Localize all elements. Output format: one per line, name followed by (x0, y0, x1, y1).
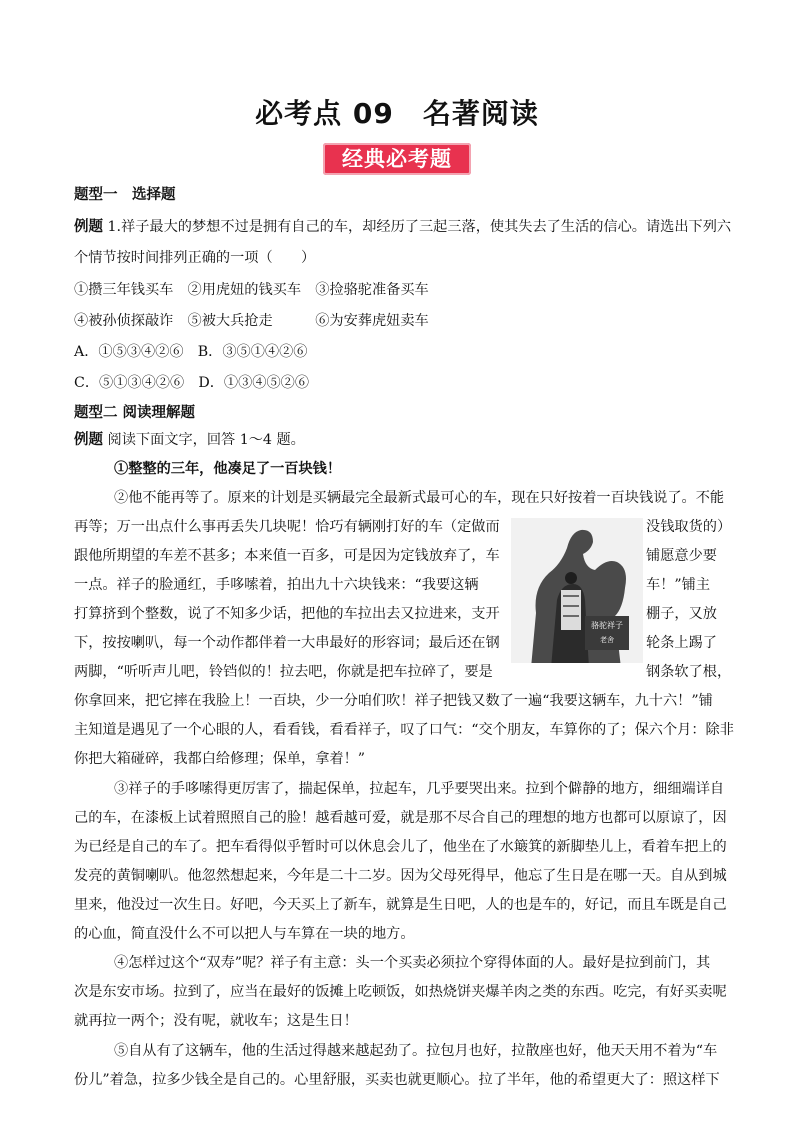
section1-heading: 题型一 选择题 (74, 187, 176, 203)
p4-line: 次是东安市场。拉到了，应当在最好的饭摊上吃顿饭，如热烧饼夹爆羊肉之类的东西。吃完，有好买卖呢 (74, 984, 727, 1000)
section-badge: 经典必考题 (323, 143, 471, 175)
question-line (74, 217, 731, 237)
camel-figure-illustration (511, 518, 643, 663)
p2-line: 再等；万一出点什么事再丢失几块呢！恰巧有辆刚打好的车（定做而 (74, 519, 500, 535)
instruction-text: 阅读下面文字，回答 1～4 题。 (107, 432, 305, 448)
p2-line: 打算挤到个整数，说了不知多少话，把他的车拉出去又拉进来，支开 (74, 606, 500, 622)
p2-right-fragment: 钢条软了根， (646, 664, 732, 680)
p4-line: ④怎样过这个“双寿”呢？祥子有主意：头一个买卖必须拉个穿得体面的人。最好是拉到前门，其 (114, 955, 711, 971)
page-title: 必考点 09 名著阅读 (255, 97, 539, 130)
p2-right-fragment: 车！”铺主 (646, 577, 711, 593)
p2-line: ②他不能再等了。原来的计划是买辆最完全最新式最可心的车，现在只好按着一百块钱说了。不能 (114, 490, 725, 506)
paragraph-1: ①整整的三年，他凑足了一百块钱！ (114, 461, 342, 477)
p2-line: 跟他所期望的车差不甚多；本来值一百多，可是因为定钱放弃了，车 (74, 548, 500, 564)
p3-line: 里来，他没过一次生日。好吧，今天买上了新车，就算是生日吧，人的也是车的，好记，而且车既是自己 (74, 897, 727, 913)
image-caption-title: 骆驼祥子 (591, 621, 623, 630)
example-label: 例题 (74, 219, 103, 235)
p3-line: ③祥子的手哆嗦得更厉害了，揣起保单，拉起车，几乎要哭出来。拉到个僻静的地方，细细端详自 (114, 781, 725, 797)
question-text: 1.祥子最大的梦想不过是拥有自己的车，却经历了三起三落，使其失去了生活的信心。请选出下列六 (107, 219, 732, 235)
option-a-b: A．①⑤③④②⑥ B．③⑤①④②⑥ (74, 344, 308, 360)
question-line-2: 个情节按时间排列正确的一项（ ） (74, 250, 316, 266)
choice-items-2: ④被孙侦探敲诈 ⑤被大兵抢走 ⑥为安葬虎妞卖车 (74, 313, 429, 329)
choice-items-1: ①攒三年钱买车 ②用虎妞的钱买车 ③捡骆驼准备买车 (74, 282, 429, 298)
p2-line: 下，按按喇叭，每一个动作都伴着一大串最好的形容词；最后还在钢 (74, 635, 500, 651)
p5-line: ⑤自从有了这辆车，他的生活过得越来越起劲了。拉包月也好，拉散座也好，他天天用不着为“车 (114, 1043, 718, 1059)
p3-line: 己的车，在漆板上试着照照自己的脸！越看越可爱，就是那不尽合自己的理想的地方也都可以原谅了，因 (74, 810, 727, 826)
image-caption-author: 老舍 (600, 636, 614, 644)
p4-line: 就再拉一两个；没有呢，就收车；这是生日！ (74, 1013, 358, 1029)
p2-right-fragment: 棚子，又放 (646, 606, 717, 622)
option-c-d: C．⑤①③④②⑥ D．①③④⑤②⑥ (74, 375, 310, 391)
p2-line: 你把大箱碰碎，我都白给修理；保单，拿着！” (74, 751, 366, 767)
instruction-line (74, 430, 305, 450)
section2-heading: 题型二 阅读理解题 (74, 405, 196, 421)
p2-right-fragment: 轮条上踢了 (646, 635, 717, 651)
p3-line: 的心血，简直没什么不可以把人与车算在一块的地方。 (74, 926, 415, 942)
book-cover-image (511, 518, 643, 663)
p3-line: 为已经是自己的车了。把车看得似乎暂时可以休息会儿了，他坐在了水簸箕的新脚垫儿上，看着车把上的 (74, 839, 727, 855)
example-label-2: 例题 (74, 432, 103, 448)
p2-right-fragment: 铺愿意少要 (646, 548, 717, 564)
p3-line: 发亮的黄铜喇叭。他忽然想起来，今年是二十二岁。因为父母死得早，他忘了生日是在哪一天。自从到城 (74, 868, 727, 884)
p2-line: 你拿回来，把它摔在我脸上！一百块，少一分咱们吹！祥子把钱又数了一遍“我要这辆车，九十六！”铺 (74, 693, 713, 709)
p2-right-fragment: 没钱取货的） (646, 519, 732, 535)
p2-line: 两脚，“听听声儿吧，铃铛似的！拉去吧，你就是把车拉碎了，要是 (74, 664, 493, 680)
p2-line: 主知道是遇见了一个心眼的人，看看钱，看看祥子，叹了口气：“交个朋友，车算你的了；保六个月：除非 (74, 722, 734, 738)
p5-line: 份儿”着急，拉多少钱全是自己的。心里舒服，买卖也就更顺心。拉了半年，他的希望更大了：照这样下 (74, 1072, 720, 1088)
p2-line: 一点。祥子的脸通红，手哆嗦着，拍出九十六块钱来：“我要这辆 (74, 577, 479, 593)
